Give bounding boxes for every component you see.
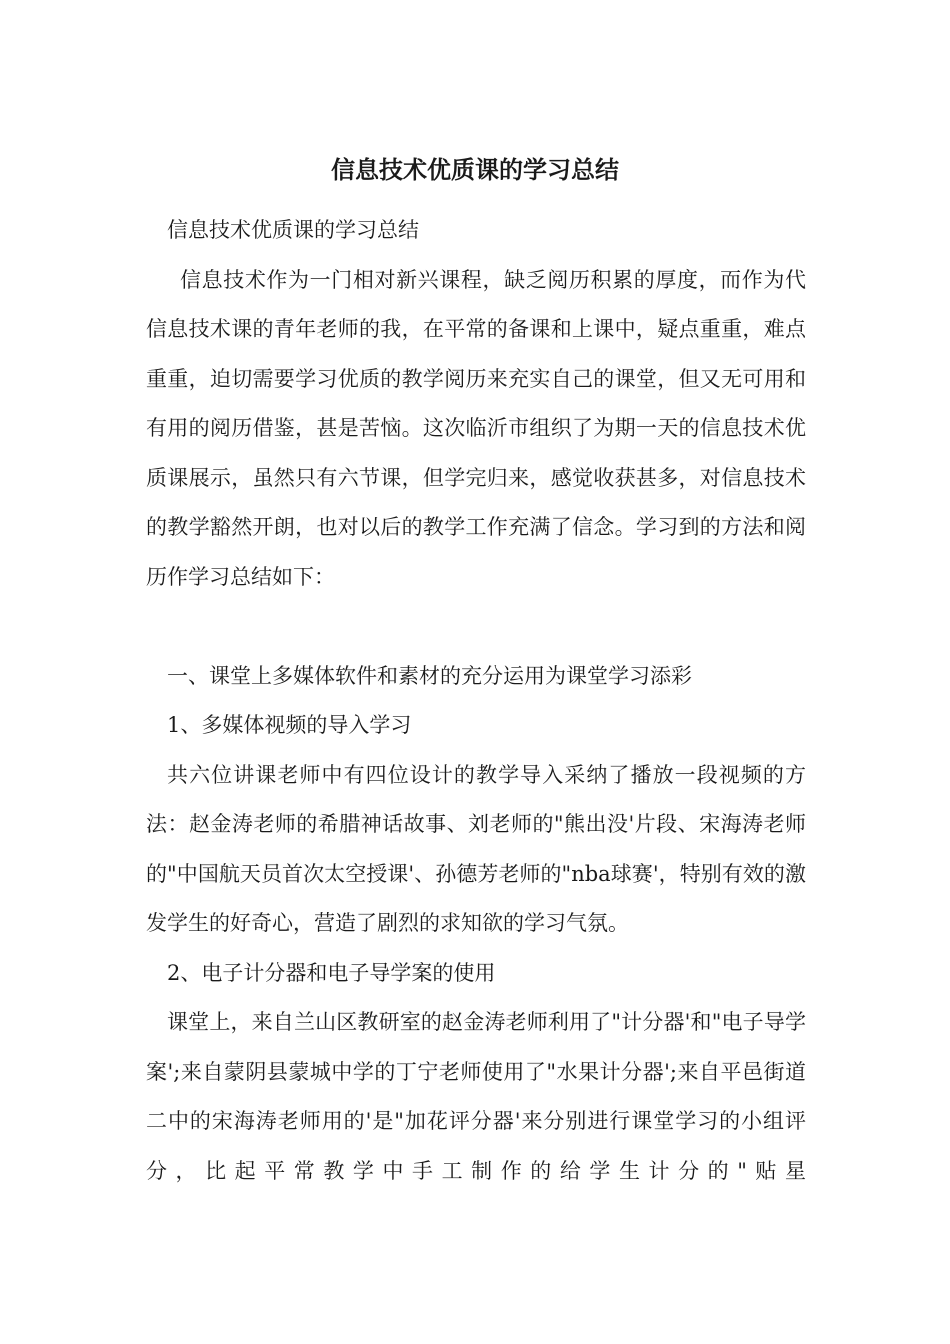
subsection-body-1: 共六位讲课老师中有四位设计的教学导入采纳了播放一段视频的方法：赵金涛老师的希腊神话故事、刘老师的"熊出没'片段、宋海涛老师的"中国航天员首次太空授课'、孙德芳老师的"nba球赛'，特别有效的激发学生的好奇心，营造了剧烈的求知欲的学习气氛。 bbox=[146, 762, 806, 935]
document-title: 信息技术优质课的学习总结 bbox=[331, 156, 619, 184]
document-body bbox=[146, 206, 806, 1196]
subsection-heading-1: 1、多媒体视频的导入学习 bbox=[167, 713, 412, 737]
subsection-heading-2: 2、电子计分器和电子导学案的使用 bbox=[167, 960, 496, 985]
subsection-body-2: 课堂上，来自兰山区教研室的赵金涛老师利用了"计分器'和"电子导学案';来自蒙阴县蒙城中学的丁宁老师使用了"水果计分器';来自平邑街道二中的宋海涛老师用的'是"加花评分器'来分别进行课堂学习的小组评分，比起平常教学中手工制作的给学生计分的"贴星 bbox=[146, 1010, 806, 1183]
section-heading-1: 一、课堂上多媒体软件和素材的充分运用为课堂学习添彩 bbox=[167, 663, 692, 688]
subtitle-paragraph: 信息技术优质课的学习总结 bbox=[167, 218, 419, 242]
intro-paragraph: 信息技术作为一门相对新兴课程，缺乏阅历积累的厚度，而作为代信息技术课的青年老师的我，在平常的备课和上课中，疑点重重，难点重重，迫切需要学习优质的教学阅历来充实自己的课堂，但又无可用和有用的阅历借鉴，甚是苦恼。这次临沂市组织了为期一天的信息技术优质课展示，虽然只有六节课，但学完归来，感觉收获甚多，对信息技术的教学豁然开朗，也对以后的教学工作充满了信念。学习到的方法和阅历作学习总结如下： bbox=[146, 267, 806, 589]
paragraph-spacer bbox=[146, 602, 806, 652]
